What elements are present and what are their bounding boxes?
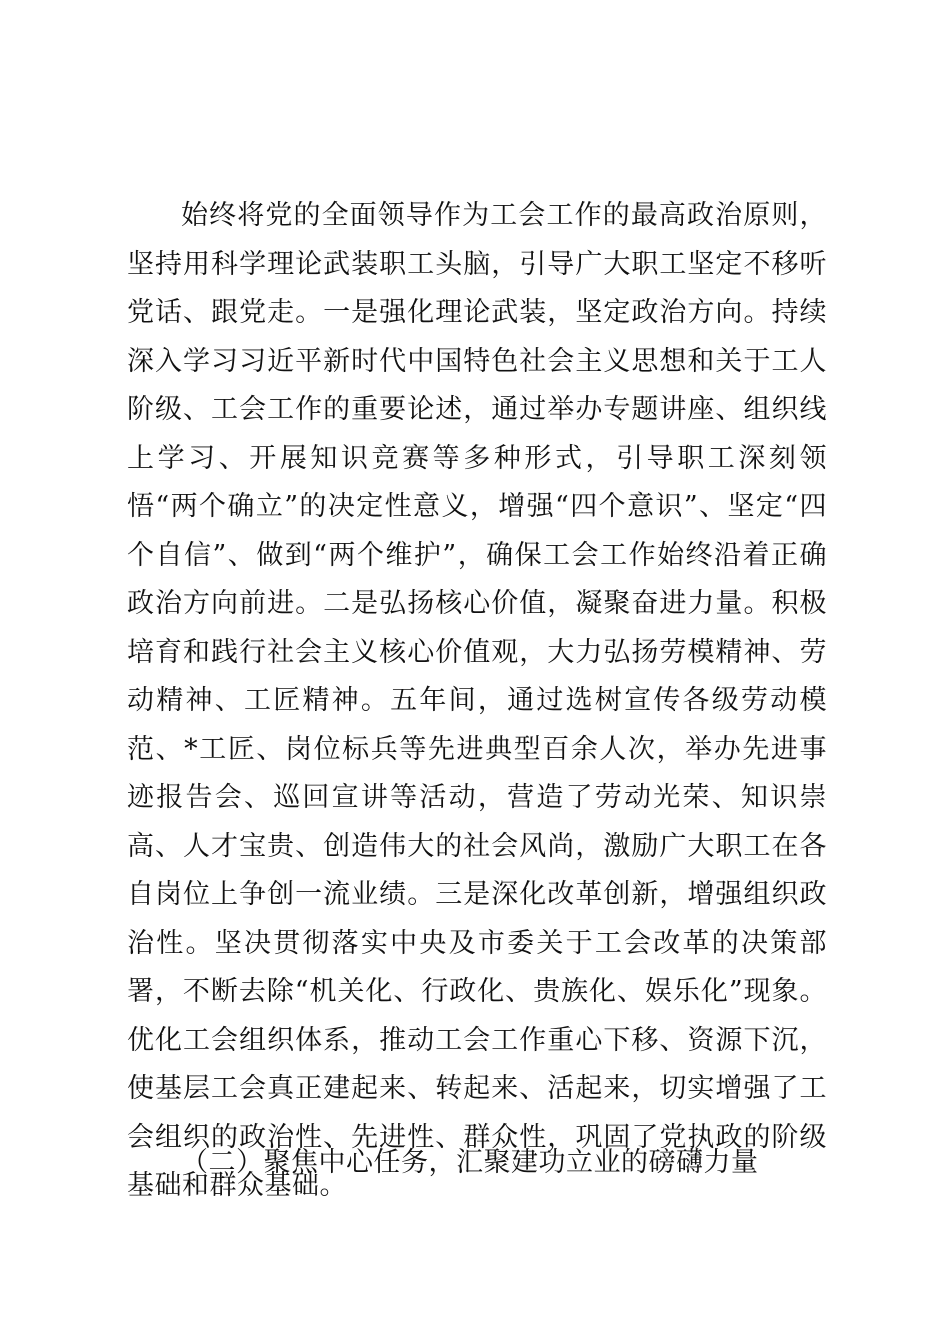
body-paragraph: 始终将党的全面领导作为工会工作的最高政治原则，坚持用科学理论武装职工头脑，引导广大职工坚定不移听党话、跟党走。一是强化理论武装，坚定政治方向。持续深入学习习近平新时代中国特色社会主义思想和关于工人阶级、工会工作的重要论述，通过举办专题讲座、组织线上学习、开展知识竞赛等多种形式，引导职工深刻领悟“两个确立”的决定性意义，增强“四个意识”、坚定“四个自信”、做到“两个维护”，确保工会工作始终沿着正确政治方向前进。二是弘扬核心价值，凝聚奋进力量。积极培育和践行社会主义核心价值观，大力弘扬劳模精神、劳动精神、工匠精神。五年间，通过选树宣传各级劳动模范、*工匠、岗位标兵等先进典型百余人次，举办先进事迹报告会、巡回宣讲等活动，营造了劳动光荣、知识崇高、人才宝贵、创造伟大的社会风尚，激励广大职工在各自岗位上争创一流业绩。三是深化改革创新，增强组织政治性。坚决贯彻落实中央及市委关于工会改革的决策部署，不断去除“机关化、行政化、贵族化、娱乐化”现象。优化工会组织体系，推动工会工作重心下移、资源下沉，使基层工会真正建起来、转起来、活起来，切实增强了工会组织的政治性、先进性、群众性，巩固了党执政的阶级基础和群众基础。 — [127, 200, 827, 1201]
section-heading: （二）聚焦中心任务，汇聚建功立业的磅礴力量 — [181, 1147, 759, 1178]
